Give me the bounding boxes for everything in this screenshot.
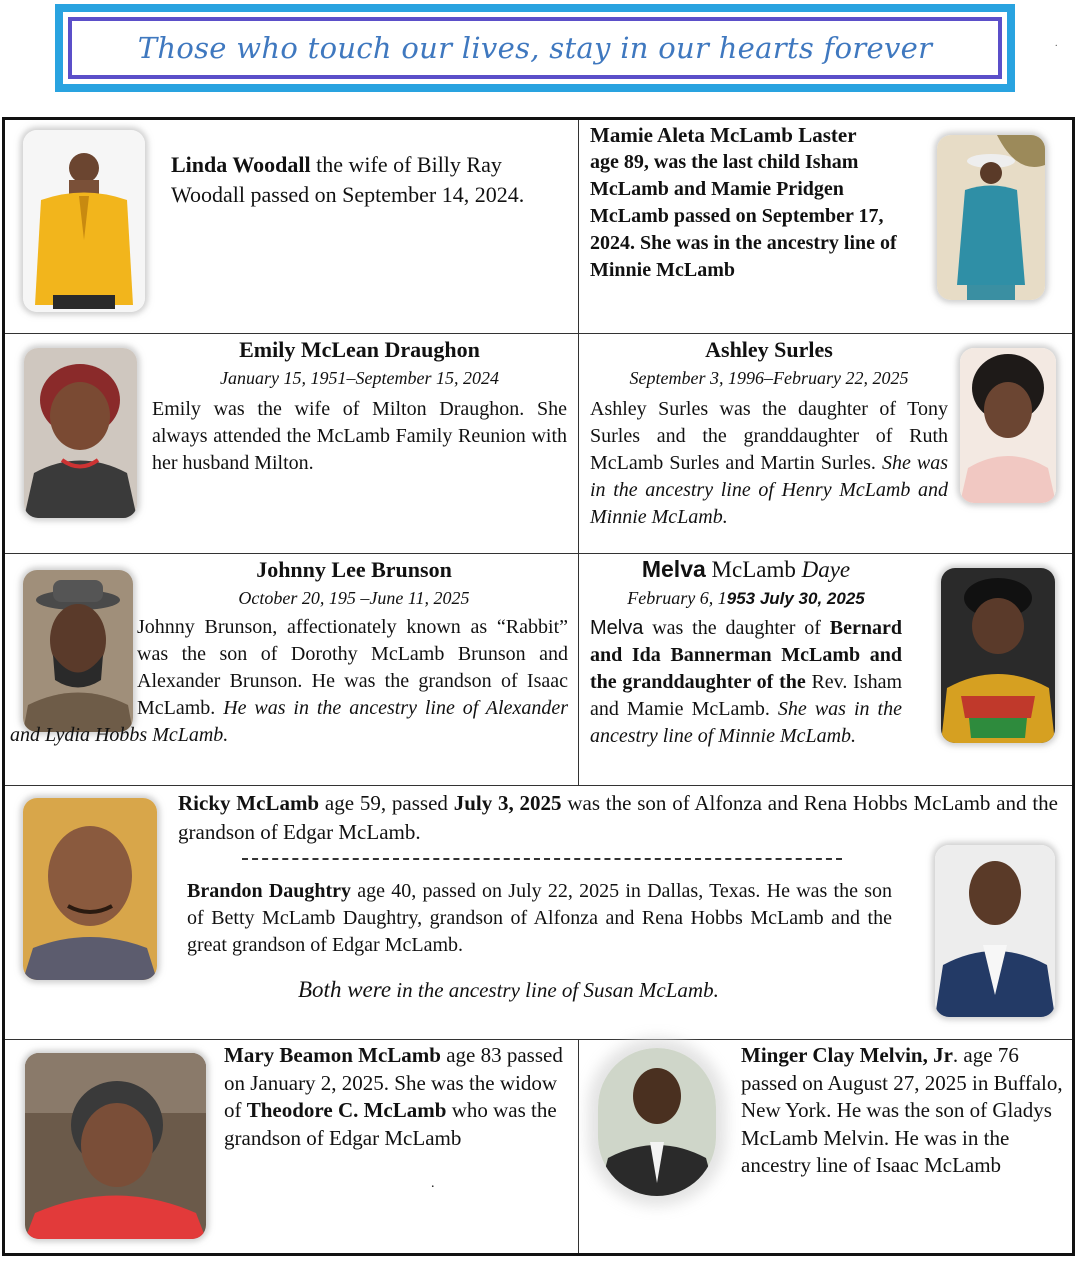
dates-emily-draughon: January 15, 1951–September 15, 2024 — [220, 368, 499, 388]
text-ricky-b: was the son of Alfonza and Rena Hobbs McLamb and the grandson of Edgar McLamb. — [178, 791, 1058, 844]
text-ashley-surles — [590, 396, 948, 531]
name-melva-last: Daye — [801, 557, 851, 582]
entry-brandon-daughtry — [187, 878, 892, 959]
name-melva-first: Melva — [641, 556, 706, 582]
dates-melva-daye — [590, 584, 902, 613]
portrait-ashley-surles — [960, 348, 1056, 503]
text-melva-d: Rev. Isham and Mamie McLamb. — [590, 671, 902, 720]
entry-mamie-laster — [590, 121, 925, 284]
text-brandon-body: age 40, passed on July 22, 2025 in Dallas, Texas. He was the son of Betty McLamb Daughtry, grandson of Alfonza and Rena Hobbs McLamb and the great grandson of Edgar McLamb. — [187, 880, 893, 956]
portrait-melva-daye — [941, 568, 1055, 743]
name-minger-melvin: Minger Clay Melvin, Jr — [741, 1043, 953, 1067]
name-johnny-brunson: Johnny Lee Brunson — [256, 557, 452, 582]
text-melva-a: Melva — [590, 617, 644, 639]
entry-melva-daye — [590, 555, 902, 750]
name-mamie-laster: Mamie Aleta McLamb Laster — [590, 123, 857, 147]
text-melva-daye — [590, 615, 902, 750]
text-melva-c: Bernard and Ida Bannerman McLamb and the granddaughter of the — [590, 617, 902, 693]
banner-motto: Those who touch our lives, stay in our hearts forever — [137, 31, 933, 65]
name-melva-mid: McLamb — [705, 557, 802, 582]
row-divider-1 — [5, 333, 1072, 334]
dates-johnny-brunson: October 20, 195 –June 11, 2025 — [238, 588, 470, 608]
portrait-emily-draughon — [24, 348, 137, 518]
name-brandon-daughtry: Brandon Daughtry — [187, 880, 352, 902]
name-ricky-mclamb: Ricky McLamb — [178, 791, 320, 815]
stray-dot-mary: . — [431, 1176, 435, 1191]
text-mary-b: who was the grandson of Edgar McLamb — [224, 1098, 557, 1150]
text-mary-a: age 83 passed on January 2, 2025. She was the widow of — [224, 1043, 563, 1122]
text-johnny-brunson — [10, 614, 568, 749]
entry-ashley-surles — [590, 336, 948, 531]
both-rest: in the ancestry line of Susan McLamb. — [391, 978, 719, 1002]
text-ashley-surles-body: Ashley Surles was the daughter of Tony Surles and the granddaughter of Ruth McLamb Surles and Martin Surles. — [590, 398, 948, 474]
portrait-linda-woodall — [23, 130, 145, 312]
stray-mark: . — [1055, 38, 1058, 49]
entry-johnny-brunson — [10, 556, 568, 749]
entry-linda-woodall — [171, 150, 566, 210]
grid-divider-upper — [578, 120, 579, 785]
dates-melva-b: 953 July 30, 2025 — [726, 589, 865, 608]
text-minger-body: . age 76 passed on August 27, 2025 in Buffalo, New York. He was the son of Gladys McLamb Melvin. He was in the ancestry line of Isaac McLamb — [741, 1043, 1063, 1177]
both-lead: Both were — [298, 977, 392, 1002]
text-johnny-brunson-body: Johnny Brunson, affectionately known as “Rabbit” was the son of Dorothy McLamb Brunson and Alexander Brunson. He was the grandson of Isaac McLamb. — [137, 616, 568, 719]
date-ricky-passed: July 3, 2025 — [453, 791, 562, 815]
row-divider-4 — [5, 1039, 1072, 1040]
name-melva-daye — [590, 555, 902, 584]
text-melva-ancestry: She was in the ancestry line of Minnie McLamb. — [590, 698, 902, 747]
banner-inner-border — [68, 17, 1002, 79]
entry-mary-mclamb — [224, 1042, 569, 1152]
portrait-mary-mclamb — [25, 1053, 206, 1239]
entry-emily-draughon — [152, 336, 567, 477]
text-mamie-laster: age 89, was the last child Isham McLamb and Mamie Pridgen McLamb passed on September 17, 2024. She was in the ancestry line of Minnie McLamb — [590, 151, 897, 281]
text-melva-b: was the daughter of — [643, 617, 830, 639]
row-divider-3 — [5, 785, 1072, 786]
name-emily-draughon: Emily McLean Draughon — [239, 337, 480, 362]
name-linda-woodall: Linda Woodall — [171, 152, 311, 177]
dates-ashley-surles: September 3, 1996–February 22, 2025 — [629, 368, 909, 388]
text-ashley-surles-ancestry: She was in the ancestry line of Henry McLamb and Minnie McLamb. — [590, 452, 948, 528]
entry-minger-melvin — [741, 1042, 1063, 1180]
separator-dashes — [242, 858, 842, 860]
grid-divider-lower — [578, 1039, 579, 1253]
portrait-brandon-daughtry — [935, 845, 1055, 1017]
portrait-mamie-laster — [937, 135, 1045, 300]
portrait-minger-melvin — [598, 1048, 716, 1196]
name-mary-mclamb: Mary Beamon McLamb — [224, 1043, 441, 1067]
text-mary-mclamb — [224, 1042, 569, 1152]
entry-ricky-mclamb — [178, 789, 1058, 847]
text-emily-draughon: Emily was the wife of Milton Draughon. She always attended the McLamb Family Reunion with her husband Milton. — [152, 398, 567, 474]
text-ricky-mclamb — [178, 789, 1058, 847]
text-minger-melvin — [741, 1042, 1063, 1180]
name-ashley-surles: Ashley Surles — [705, 337, 833, 362]
text-linda-woodall: the wife of Billy Ray Woodall passed on September 14, 2024. — [171, 152, 525, 207]
both-ancestry-line — [298, 976, 898, 1004]
portrait-ricky-mclamb — [23, 798, 157, 980]
dates-melva-a: February 6, 1 — [627, 588, 727, 608]
banner — [55, 4, 1015, 92]
text-ricky-a: age 59, passed — [319, 791, 454, 815]
text-johnny-brunson-ancestry: He was in the ancestry line of Alexander and Lydia Hobbs McLamb. — [10, 697, 568, 746]
text-brandon-daughtry — [187, 878, 892, 959]
row-divider-2 — [5, 553, 1072, 554]
banner-mat — [63, 12, 1007, 84]
spouse-mary-mclamb: Theodore C. McLamb — [246, 1098, 447, 1122]
